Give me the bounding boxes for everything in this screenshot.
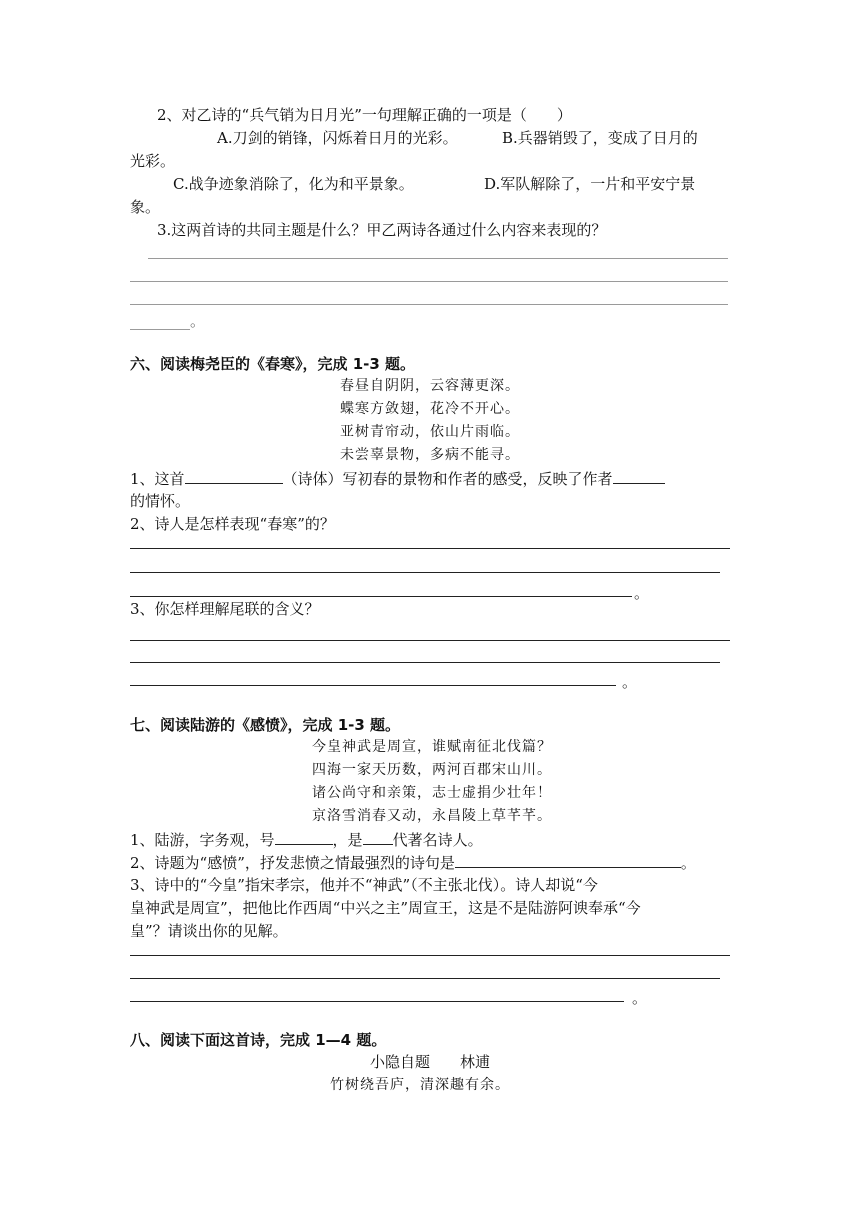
poem-line: 竹树绕吾庐，清深趣有余。 [330, 1077, 510, 1093]
blank-poem-form[interactable] [185, 467, 283, 484]
option-5-2-c: C.战争迹象消除了，化为和平景象。 [173, 175, 414, 193]
answer-line[interactable] [130, 955, 730, 956]
question-6-1-cont: 的情怀。 [130, 492, 191, 510]
question-5-2: 2、对乙诗的“兵气销为日月光”一句理解正确的一项是（ ） [157, 106, 572, 124]
question-7-2 [130, 851, 696, 874]
option-5-2-b: B.兵器销毁了，变成了日月的 [502, 129, 698, 147]
answer-line[interactable] [130, 640, 730, 641]
poem-line: 今皇神武是周宣，谁赋南征北伐篇？ [312, 739, 552, 755]
question-7-1-part-a: 1、陆游，字务观，号 [130, 831, 275, 849]
answer-end-mark: 。 [632, 989, 648, 1007]
question-7-2-text: 2、诗题为“感愤”，抒发悲愤之情最强烈的诗句是 [130, 854, 455, 872]
poem-author: 林逋 [460, 1053, 491, 1071]
question-6-1 [130, 467, 665, 490]
answer-line[interactable] [130, 548, 730, 549]
poem-line: 未尝辜景物，多病不能寻。 [340, 447, 520, 463]
poem-line: 亚树青帘动，依山片雨临。 [340, 424, 520, 440]
question-6-1-part-a: 1、这首 [130, 470, 185, 488]
answer-line[interactable] [130, 685, 616, 686]
question-6-2: 2、诗人是怎样表现“春寒”的？ [130, 515, 335, 533]
poem-line: 四海一家天历数，两河百郡宋山川。 [312, 762, 552, 778]
section-8-title: 八、阅读下面这首诗，完成 1—4 题。 [130, 1031, 387, 1049]
option-5-2-d: D.军队解除了，一片和平安宁景 [484, 175, 696, 193]
answer-line[interactable] [148, 258, 728, 259]
question-7-3-line2: 皇神武是周宣”，把他比作西周“中兴之主”周宣王，这是不是陆游阿谀奉承“今 [130, 899, 641, 917]
answer-line[interactable] [130, 978, 720, 979]
answer-line[interactable] [130, 281, 728, 282]
answer-line-end: ________。 [130, 312, 206, 330]
answer-line[interactable] [130, 662, 720, 663]
poem-line: 蝶寒方敛翅，花冷不开心。 [340, 401, 520, 417]
question-7-1-part-c: 代著名诗人。 [392, 831, 483, 849]
blank-author-feeling[interactable] [613, 467, 665, 484]
answer-line[interactable] [130, 1001, 624, 1002]
question-7-2-end: 。 [680, 854, 696, 872]
answer-end-mark: 。 [634, 584, 650, 602]
blank-dynasty[interactable] [363, 828, 393, 845]
section-7-title: 七、阅读陆游的《感愤》，完成 1-3 题。 [130, 716, 401, 734]
blank-strongest-line[interactable] [455, 851, 681, 868]
option-5-2-b-cont: 光彩。 [130, 152, 176, 170]
blank-pen-name[interactable] [275, 828, 333, 845]
answer-end-mark: 。 [622, 673, 638, 691]
answer-line[interactable] [130, 572, 720, 573]
question-7-1 [130, 828, 483, 851]
option-5-2-a: A.刀剑的销锋，闪烁着日月的光彩。 [217, 129, 458, 147]
answer-line[interactable] [130, 596, 632, 597]
question-5-3: 3.这两首诗的共同主题是什么？甲乙两诗各通过什么内容来表现的？ [157, 221, 607, 239]
option-5-2-d-cont: 象。 [130, 198, 161, 216]
question-7-3-line3: 皇”？请谈出你的见解。 [130, 922, 288, 940]
poem-line: 春昼自阴阴，云容薄更深。 [340, 378, 520, 394]
poem-title: 小隐自题 [370, 1053, 431, 1071]
question-7-3-line1: 3、诗中的“今皇”指宋孝宗，他并不“神武”（不主张北伐）。诗人却说“今 [130, 876, 598, 894]
poem-line: 京洛雪消春又动，永昌陵上草芊芊。 [312, 808, 552, 824]
question-6-1-part-b: （诗体）写初春的景物和作者的感受，反映了作者 [282, 470, 613, 488]
poem-line: 诸公尚守和亲策，志士虚捐少壮年！ [312, 785, 552, 801]
answer-line[interactable] [130, 304, 728, 305]
question-7-1-part-b: ，是 [332, 831, 363, 849]
section-6-title: 六、阅读梅尧臣的《春寒》，完成 1-3 题。 [130, 355, 416, 373]
question-6-3: 3、你怎样理解尾联的含义？ [130, 600, 320, 618]
